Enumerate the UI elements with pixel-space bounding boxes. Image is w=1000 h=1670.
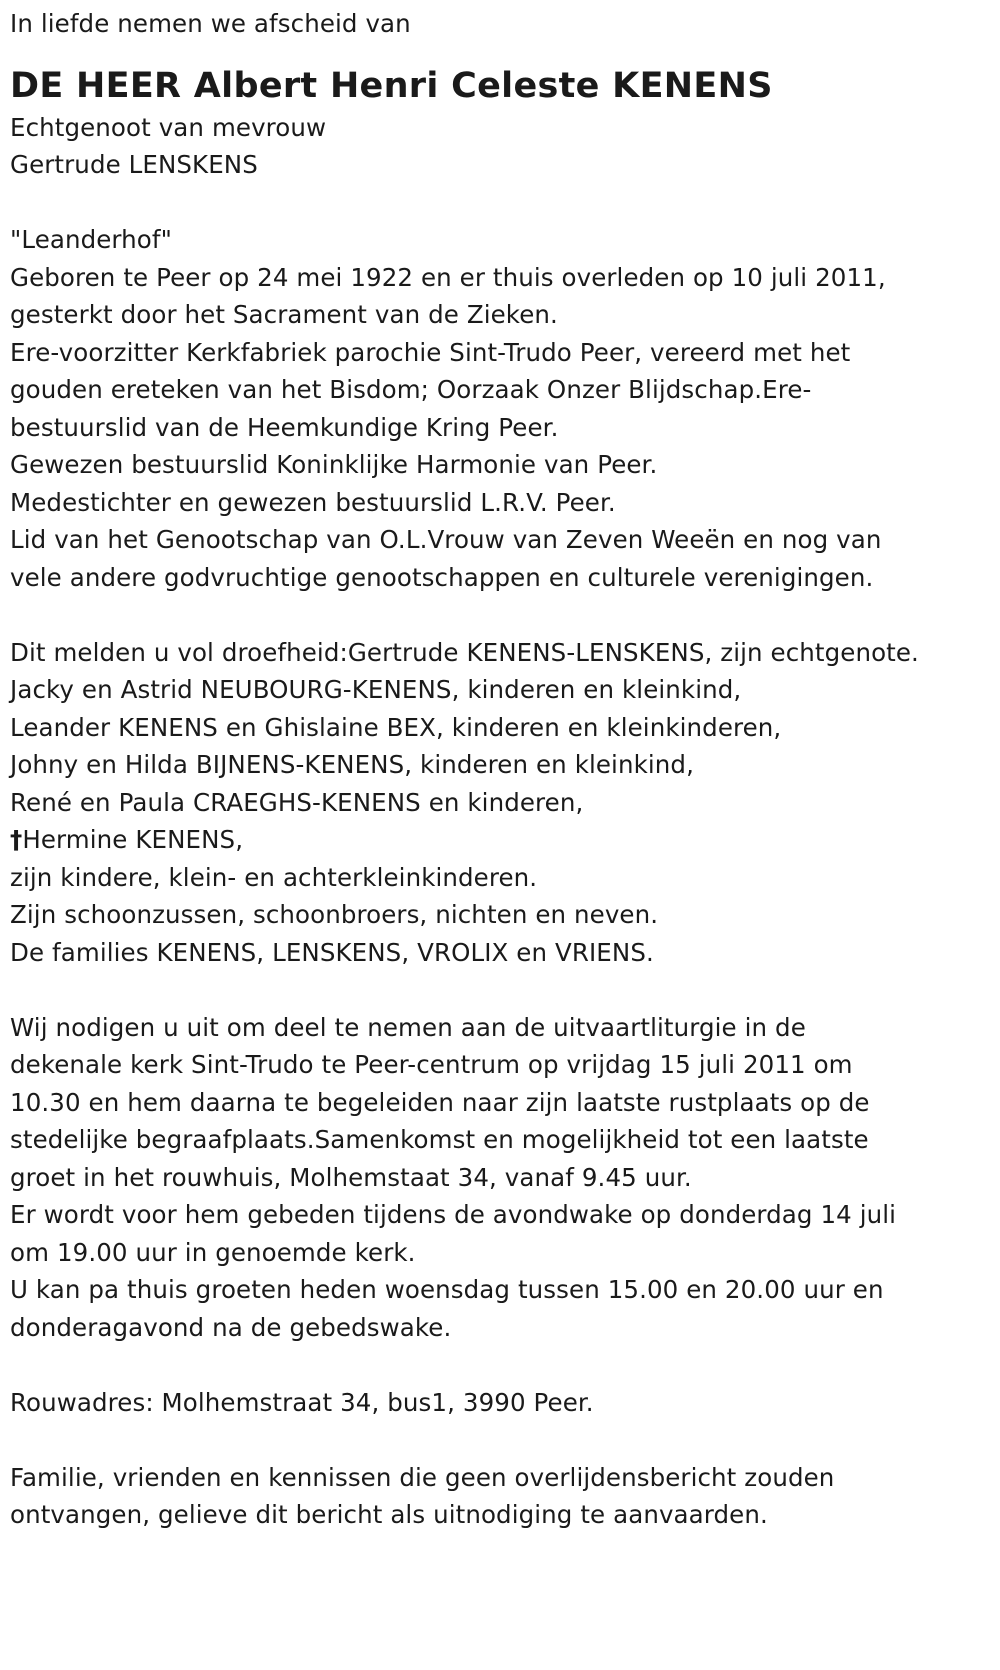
bio-line: Lid van het Genootschap van O.L.Vrouw van Zeven Weeën en nog van (10, 525, 882, 554)
deceased-name: DE HEER Albert Henri Celeste KENENS (10, 65, 773, 106)
biography (10, 221, 995, 596)
family-line-deceased (10, 821, 995, 859)
bio-line: Geboren te Peer op 24 mei 1922 en er thuis overleden op 10 juli 2011, (10, 262, 886, 292)
closing-line: Familie, vrienden en kennissen die geen overlijdensbericht zouden (10, 1462, 835, 1492)
family-line: Zijn schoonzussen, schoonbroers, nichten en neven. (10, 900, 659, 929)
intro-text: In liefde nemen we afscheid van (10, 9, 411, 38)
bio-line: bestuurslid van de Heemkundige Kring Peer. (10, 412, 559, 442)
bio-line: gesterkt door het Sacrament van de Zieken. (10, 300, 558, 329)
spacer (10, 1421, 995, 1459)
family-announcement (10, 634, 995, 972)
bio-line: vele andere godvruchtige genootschappen en culturele verenigingen. (10, 562, 874, 592)
family-line: Johny en Hilda BIJNENS-KENENS, kinderen en kleinkind, (10, 750, 694, 779)
invitation-line: 10.30 en hem daarna te begeleiden naar zijn laatste rustplaats op de (10, 1087, 870, 1117)
spacer (10, 596, 995, 634)
invitation-line: Wij nodigen u uit om deel te nemen aan de uitvaartliturgie in de (10, 1012, 806, 1042)
invitation-line: Er wordt voor hem gebeden tijdens de avondwake op donderdag 14 juli (10, 1200, 897, 1229)
spouse-name: Gertrude LENSKENS (10, 150, 258, 179)
obituary-notice (10, 0, 995, 1534)
closing-line: ontvangen, gelieve dit bericht als uitnodiging te aanvaarden. (10, 1500, 768, 1529)
family-line: Leander KENENS en Ghislaine BEX, kinderen en kleinkinderen, (10, 712, 782, 742)
family-line: René en Paula CRAEGHS-KENENS en kinderen, (10, 787, 584, 817)
invitation-line: stedelijke begraafplaats.Samenkomst en mogelijkheid tot een laatste (10, 1125, 869, 1154)
bio-line: Gewezen bestuurslid Koninklijke Harmonie van Peer. (10, 450, 658, 479)
bio-line: Ere-voorzitter Kerkfabriek parochie Sint-Trudo Peer, vereerd met het (10, 337, 851, 367)
invitation-line: U kan pa thuis groeten heden woensdag tussen 15.00 en 20.00 uur en (10, 1275, 884, 1304)
bio-line: "Leanderhof" (10, 225, 172, 254)
spacer (10, 184, 995, 222)
family-line: De families KENENS, LENSKENS, VROLIX en VRIENS. (10, 937, 654, 967)
family-line: zijn kindere, klein- en achterkleinkinderen. (10, 862, 538, 892)
bio-line: gouden ereteken van het Bisdom; Oorzaak Onzer Blijdschap.Ere- (10, 375, 812, 404)
mourning-address: Rouwadres: Molhemstraat 34, bus1, 3990 Peer. (10, 1387, 594, 1417)
spacer (10, 1346, 995, 1384)
cross-icon: † (10, 825, 23, 854)
family-line: Dit melden u vol droefheid:Gertrude KENENS-LENSKENS, zijn echtgenote. (10, 637, 919, 667)
invitation-line: om 19.00 uur in genoemde kerk. (10, 1237, 416, 1267)
bio-line: Medestichter en gewezen bestuurslid L.R.V. Peer. (10, 487, 616, 517)
deceased-relative-name: Hermine KENENS, (22, 825, 244, 854)
spouse-line: Echtgenoot van mevrouw (10, 112, 327, 142)
spacer (10, 971, 995, 1009)
funeral-invitation (10, 1009, 995, 1347)
closing-note (10, 1459, 995, 1534)
invitation-line: groet in het rouwhuis, Molhemstaat 34, vanaf 9.45 uur. (10, 1162, 692, 1192)
family-line: Jacky en Astrid NEUBOURG-KENENS, kinderen en kleinkind, (10, 675, 742, 704)
invitation-line: donderagavond na de gebedswake. (10, 1312, 452, 1342)
invitation-line: dekenale kerk Sint-Trudo te Peer-centrum op vrijdag 15 juli 2011 om (10, 1050, 853, 1079)
